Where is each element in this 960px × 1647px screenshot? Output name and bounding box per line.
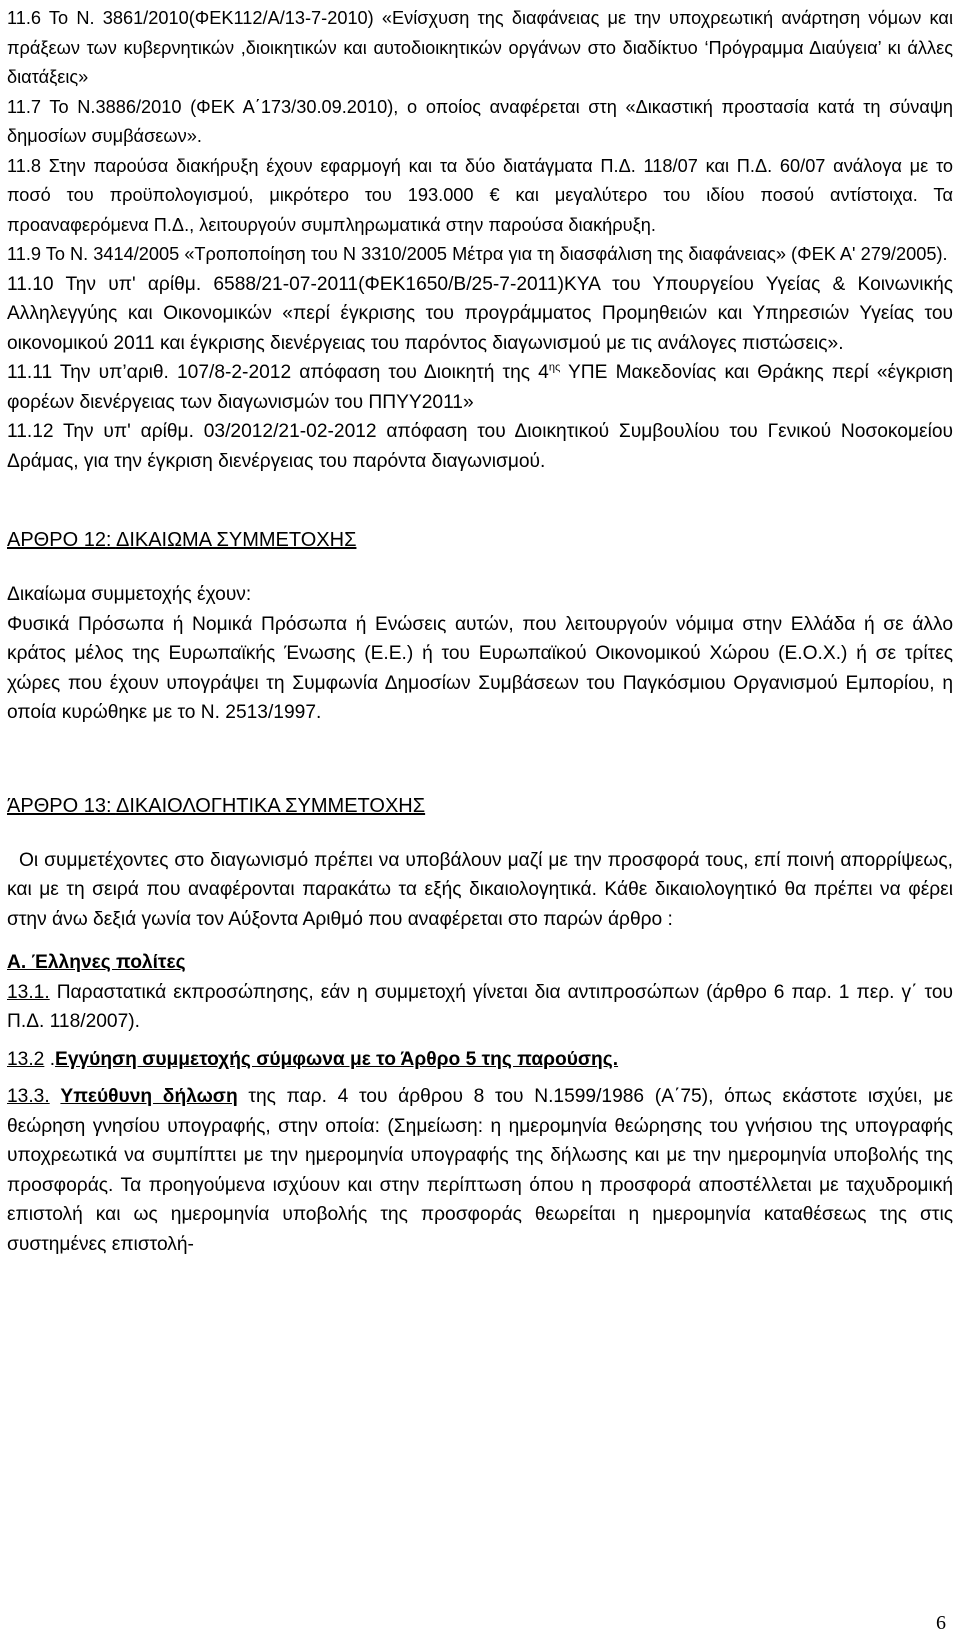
item-13-3-bold: Υπεύθυνη δήλωση: [60, 1086, 238, 1107]
ordinal-superscript: ης: [548, 361, 561, 374]
item-11-11-text-rest: ΥΠΕ Μακεδονίας και Θράκης περί «έγκριση φορέων διενέργειας των διαγωνισμών του ΠΠΥΥ2011»: [7, 362, 953, 413]
article-12-prefix: ΑΡΘΡΟ 12:: [7, 529, 116, 551]
section-a-title: Α. Έλληνες πολίτες: [7, 952, 186, 973]
item-13-2-dot: .: [44, 1048, 56, 1070]
item-11-6: 11.6 Το Ν. 3861/2010(ΦΕΚ112/Α/13-7-2010) «Ενίσχυση της διαφάνειας με την υποχρεωτική ανάρτηση νόμων και πράξεων των κυβερνητικών ,διοικητικών και αυτοδιοικητικών οργάνων στο διαδίκτυο ‘Πρόγραμμα Διαύγεια’ κι άλλες διατάξεις»: [7, 8, 953, 87]
item-11-11: [7, 358, 953, 417]
item-13-2-text: Εγγύηση συμμετοχής σύμφωνα με το Άρθρο 5 της παρούσης.: [55, 1048, 619, 1070]
item-13-3-number: 13.3.: [7, 1086, 50, 1107]
spacer: [7, 1037, 953, 1045]
page-number: 6: [936, 1612, 946, 1634]
article-13-heading: [7, 792, 953, 821]
item-11-12: 11.12 Την υπ' αρίθμ. 03/2012/21-02-2012 απόφαση του Διοικητικού Συμβουλίου του Γενικού Νοσοκομείου Δράμας, για την έγκριση διενέργειας του παρόντα διαγωνισμού.: [7, 421, 953, 472]
item-11-7: 11.7 Το Ν.3886/2010 (ΦΕΚ Α΄173/30.09.2010), ο οποίος αναφέρεται στη «Δικαστική προστασία κατά τη σύναψη δημοσίων συμβάσεων».: [7, 96, 953, 146]
spacer: [7, 728, 953, 778]
spacer: [7, 1074, 953, 1082]
spacer: [7, 821, 953, 846]
article-12-body: Φυσικά Πρόσωπα ή Νομικά Πρόσωπα ή Ενώσεις αυτών, που λειτουργούν νόμιμα στην Ελλάδα ή σε άλλο κράτος μέλος της Ευρωπαϊκής Ένωσης (Ε.Ε.) ή του Ευρωπαϊκού Οικονομικού Χώρου (Ε.Ο.Χ.) ή σε τρίτες χώρες που έχουν υπογράψει τη Συμφωνία Δημοσίων Συμβάσεων του Παγκόσμιου Οργανισμού Εμπορίου, η οποία κυρώθηκε με το Ν. 2513/1997.: [7, 613, 953, 723]
item-11-9: 11.9 Το Ν. 3414/2005 «Τροποποίηση του Ν 3310/2005 Μέτρα για τη διασφάλιση της διαφάνειας» (ΦΕΚ Α' 279/2005).: [7, 244, 948, 264]
item-13-1: [7, 978, 953, 1037]
article-12-intro: Δικαίωμα συμμετοχής έχουν:: [7, 584, 252, 605]
item-13-3: [7, 1082, 953, 1259]
document-page: [7, 4, 953, 1259]
section-a-heading: [7, 948, 953, 978]
spacer: [7, 476, 953, 526]
spacer: [7, 555, 953, 580]
article-13-intro: [7, 846, 953, 935]
item-11-11-text: 11.11 Την υπ’αριθ. 107/8-2-2012 απόφαση του Διοικητή της 4: [7, 362, 549, 383]
item-13-2: [7, 1045, 953, 1075]
spacer: [7, 934, 953, 948]
article-13-prefix: ΆΡΘΡΟ 13:: [7, 794, 116, 817]
item-11-10: 11.10 Την υπ' αρίθμ. 6588/21-07-2011(ΦΕΚ1650/Β/25-7-2011)ΚΥΑ του Υπουργείου Υγείας & Κοινωνικής Αλληλεγγύης και Οικονομικών «περί έγκρισης του προγράμματος Προμηθειών και Υπηρεσιών Υγείας του οικονομικού 2011 και έγκρισης διενέργειας του παρόντος διαγωνισμού με τις ανάλογες πιστώσεις».: [7, 273, 953, 354]
article-12-heading: [7, 526, 953, 555]
article-12-title: ΔΙΚΑΙΩΜΑ ΣΥΜΜΕΤΟΧΗΣ: [115, 529, 357, 551]
item-13-1-number: 13.1.: [7, 981, 50, 1003]
item-11-8: 11.8 Στην παρούσα διακήρυξη έχουν εφαρμογή και τα δύο διατάγματα Π.Δ. 118/07 και Π.Δ. 60/07 ανάλογα με το ποσό του προϋπολογισμού, μικρότερο του 193.000 € και μεγαλύτερο του ιδίου ποσού αντίστοιχα. Τα προαναφερόμενα Π.Δ., λειτουργούν συμπληρωματικά στην παρούσα διακήρυξη.: [7, 155, 953, 235]
item-13-3-text: της παρ. 4 του άρθρου 8 του Ν.1599/1986 (Α΄75), όπως εκάστοτε ισχύει, με θεώρηση γνησίου υπογραφής, στην οποία: (Σημείωση: η ημερομηνία θεώρησης του γνήσιου της υπογραφής υποχρεωτικά να συμπίπτει με την ημερομηνία υπογραφής της δήλωσης και με την ημερομηνία υποβολής της προσφοράς. Τα προηγούμενα ισχύουν και στην περίπτωση όπου η προσφορά αποστέλλεται με ταχυδρομική επιστολή και ως ημερομηνία υποβολής της προσφοράς θεωρείται η ημερομηνία καταθέσεως της στις συστημένες επιστολή-: [7, 1086, 953, 1255]
article-13-intro-text: Οι συμμετέχοντες στο διαγωνισμό πρέπει να υποβάλουν μαζί με την προσφορά τους, επί ποινή απορρίψεως, και με τη σειρά που αναφέρονται παρακάτω τα εξής δικαιολογητικά. Κάθε δικαιολογητικό θα πρέπει να φέρει στην άνω δεξιά γωνία τον Αύξοντα Αριθμό που αναφέρεται στο παρών άρθρο :: [7, 849, 953, 930]
item-13-1-text: Παραστατικά εκπροσώπησης, εάν η συμμετοχή γίνεται δια αντιπροσώπων (άρθρο 6 παρ. 1 περ. γ΄ του Π.Δ. 118/2007).: [7, 981, 953, 1032]
item-13-2-number: 13.2: [7, 1048, 45, 1070]
article-13-title: ΔΙΚΑΙΟΛΟΓΗΤΙΚΑ ΣΥΜΜΕΤΟΧΗΣ: [115, 794, 426, 817]
spacer: [7, 778, 953, 792]
